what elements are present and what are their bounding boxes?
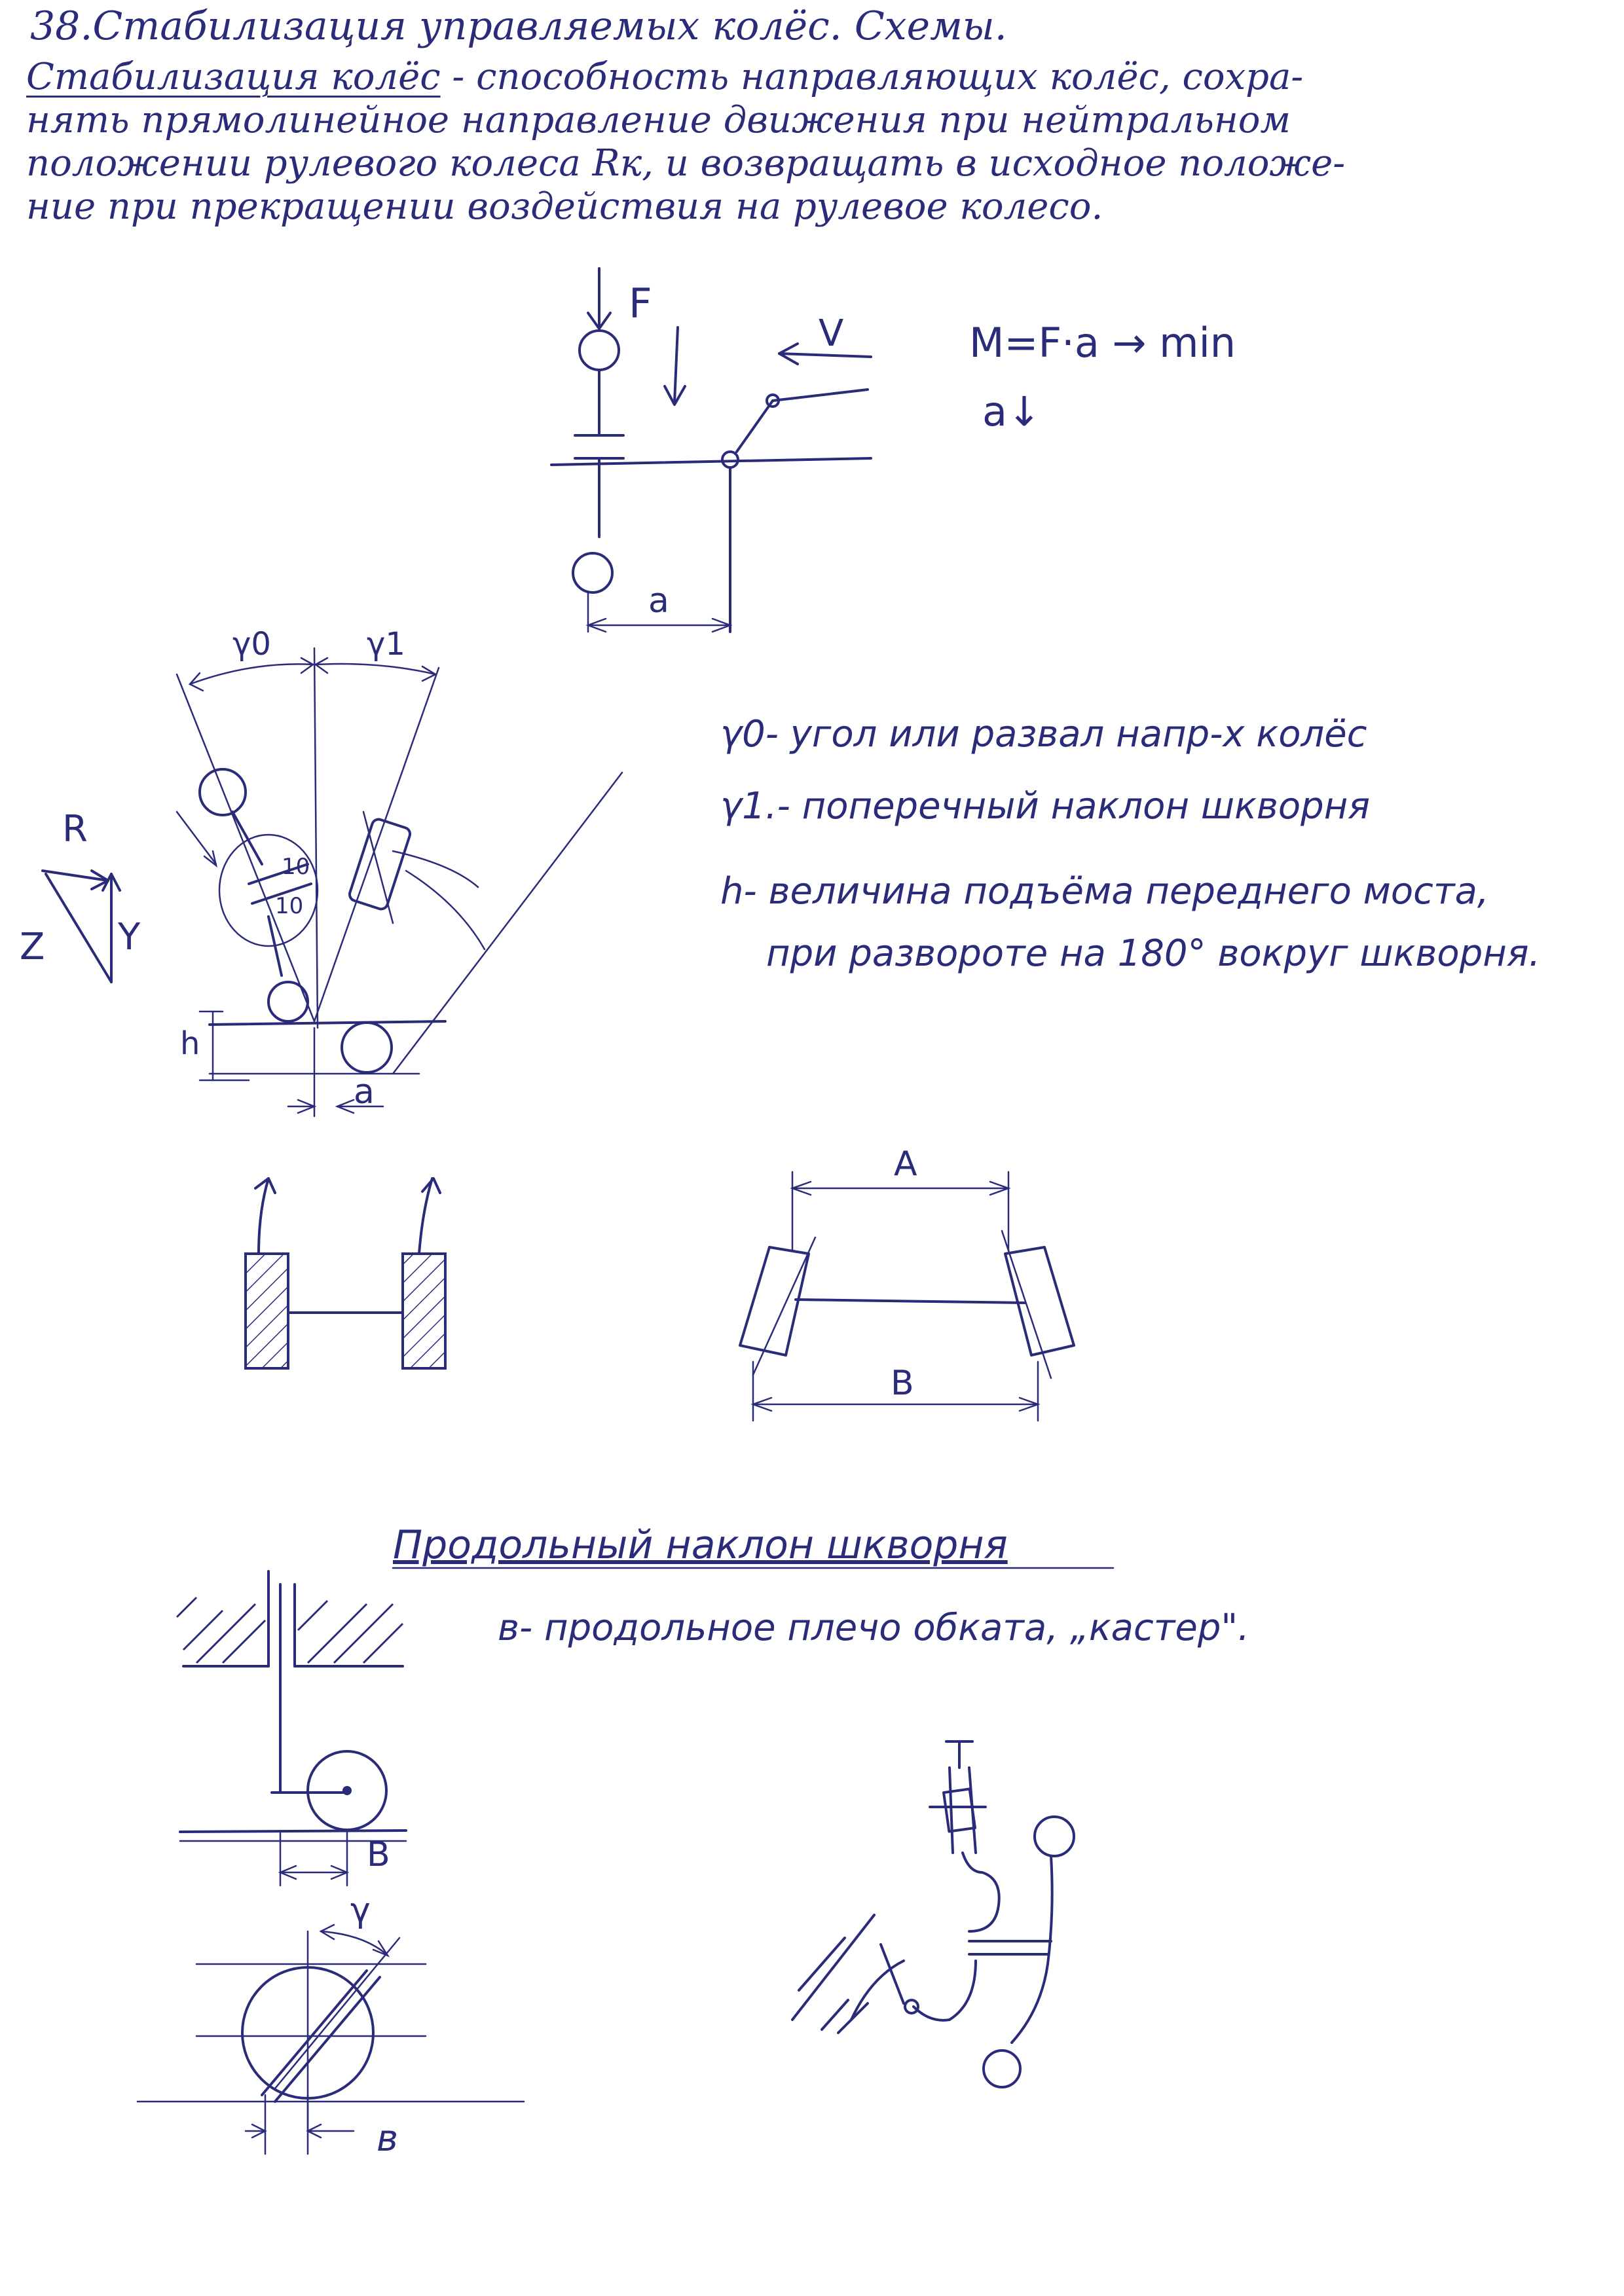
- definition-line-1: - способность направляющих колёс, сохра-: [440, 56, 1304, 98]
- caster-b-label: B: [367, 1835, 390, 1874]
- angle-label-1: 10: [282, 854, 310, 880]
- definition-term: Стабилизация колёс: [26, 56, 441, 98]
- gamma1-label: γ1: [367, 626, 405, 663]
- definition-line-2: нять прямолинейное направление движения при нейтральном: [26, 99, 1291, 141]
- arm-label: a: [648, 581, 669, 621]
- diagram-knuckle: [792, 1741, 1074, 2087]
- z-label: Z: [20, 926, 45, 968]
- definition-line-3: положении рулевого колеса Rк, и возвращать в исходное положе-: [26, 142, 1346, 185]
- page-heading: 38.Стабилизация управляемых колёс. Схемы.: [30, 3, 1007, 49]
- angle-label-2: 10: [275, 893, 304, 919]
- formula-note: a↓: [982, 388, 1041, 435]
- diagram-scrub-radius: [551, 268, 1236, 632]
- diagram-camber: [20, 626, 622, 1116]
- legend-line-1: γ0- угол или развал напр-х колёс: [720, 713, 1367, 756]
- legend-line-3: h- величина подъёма переднего моста,: [720, 870, 1489, 913]
- gamma0-label: γ0: [232, 626, 271, 663]
- formula-text: M=F·a → min: [969, 319, 1236, 367]
- r-label: R: [62, 808, 88, 850]
- toe-a-label: A: [894, 1144, 917, 1184]
- legend-line-2: γ1.- поперечный наклон шкворня: [720, 785, 1371, 828]
- legend-line-4: при развороте на 180° вокруг шкворня.: [766, 932, 1541, 975]
- toe-b-label: B: [891, 1364, 914, 1403]
- force-label: F: [629, 280, 652, 327]
- a-label: a: [354, 1072, 375, 1112]
- section2-note: в- продольное плечо обката, „кастер".: [498, 1607, 1249, 1649]
- caster-gamma-label: γ: [350, 1891, 371, 1930]
- caster-b2-label: в: [377, 2117, 399, 2160]
- section2-title: Продольный наклон шкворня: [393, 1522, 1008, 1568]
- legend: [720, 713, 1540, 975]
- definition-line-4: ние при прекращении воздействия на рулевое колесо.: [26, 185, 1103, 228]
- diagram-caster-circle: [138, 1891, 524, 2160]
- h-label: h: [180, 1025, 200, 1062]
- diagram-caster: [177, 1571, 406, 1886]
- velocity-label: V: [819, 312, 844, 355]
- y-label: Y: [118, 916, 141, 958]
- diagram-toe: [246, 1144, 1074, 1421]
